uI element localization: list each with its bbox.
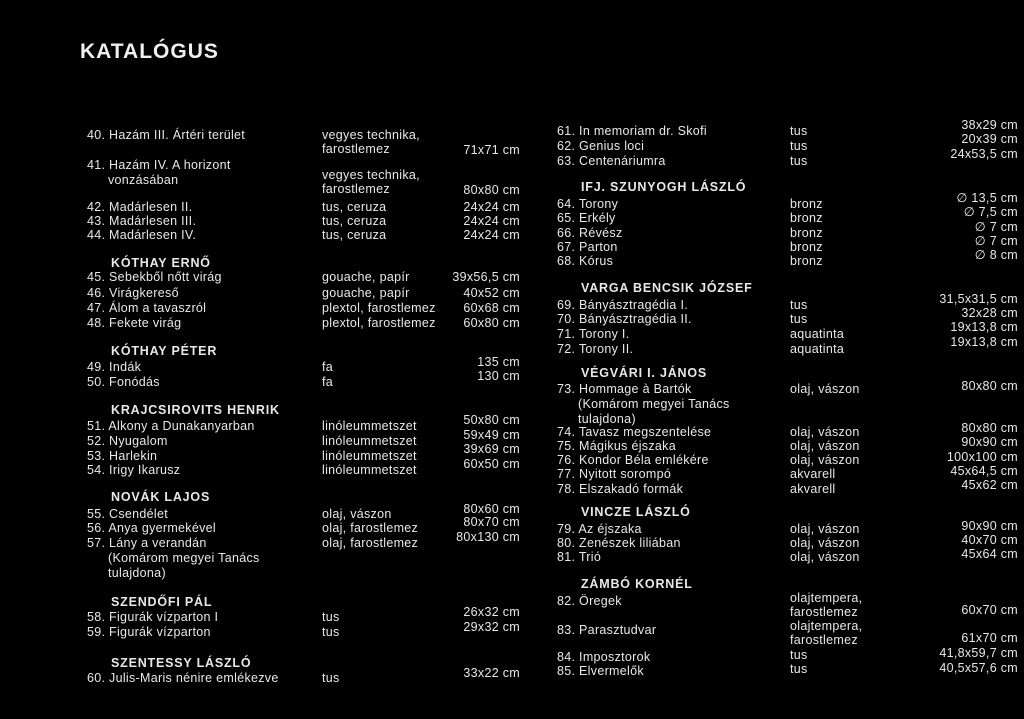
artwork-technique: tus	[322, 671, 340, 685]
artwork-technique: olajtempera,	[790, 619, 863, 633]
artist-name: SZENDŐFI PÁL	[111, 595, 213, 609]
artist-name: VÉGVÁRI I. JÁNOS	[581, 366, 708, 380]
artwork-size: 80x80 cm	[961, 421, 1018, 435]
artwork-title: 54. Irigy Ikarusz	[87, 463, 181, 477]
artwork-size: 80x130 cm	[456, 530, 520, 544]
artwork-size: 41,8x59,7 cm	[939, 646, 1018, 660]
artwork-title: 52. Nyugalom	[87, 434, 168, 448]
artwork-title: 84. Imposztorok	[557, 650, 651, 664]
artwork-title-cont: tulajdona)	[108, 566, 166, 580]
artwork-title: 47. Álom a tavaszról	[87, 301, 207, 315]
artwork-size: 60x50 cm	[463, 457, 520, 471]
artwork-size: 33x22 cm	[463, 666, 520, 680]
artwork-size: 130 cm	[477, 369, 520, 383]
artist-name: ZÁMBÓ KORNÉL	[581, 577, 693, 591]
artwork-technique: vegyes technika,	[322, 128, 420, 142]
artwork-title-cont: (Komárom megyei Tanács	[578, 397, 730, 411]
artwork-technique: plextol, farostlemez	[322, 301, 436, 315]
artwork-technique: linóleummetszet	[322, 463, 417, 477]
artwork-title: 65. Erkély	[557, 211, 616, 225]
artwork-size: 90x90 cm	[961, 435, 1018, 449]
artwork-title: 75. Mágikus éjszaka	[557, 439, 676, 453]
artwork-technique: bronz	[790, 211, 823, 225]
artwork-title: 57. Lány a verandán	[87, 536, 207, 550]
artwork-technique: linóleummetszet	[322, 434, 417, 448]
artwork-size: 71x71 cm	[463, 143, 520, 157]
artwork-technique: linóleummetszet	[322, 419, 417, 433]
artwork-size: 40,5x57,6 cm	[939, 661, 1018, 675]
artwork-title-cont: vonzásában	[108, 173, 179, 187]
artwork-size: 29x32 cm	[463, 620, 520, 634]
artwork-size: 40x52 cm	[463, 286, 520, 300]
artwork-size: 45x62 cm	[961, 478, 1018, 492]
artwork-technique: tus	[790, 298, 808, 312]
artwork-title: 69. Bányásztragédia I.	[557, 298, 688, 312]
artwork-technique: tus	[790, 139, 808, 153]
artwork-title: 72. Torony II.	[557, 342, 634, 356]
artwork-technique: gouache, papír	[322, 286, 410, 300]
artwork-size: 80x80 cm	[463, 183, 520, 197]
artwork-technique: vegyes technika,	[322, 168, 420, 182]
artwork-size: 60x80 cm	[463, 316, 520, 330]
artwork-title-cont: tulajdona)	[578, 412, 636, 426]
artwork-technique: farostlemez	[790, 633, 858, 647]
artwork-size: 24x24 cm	[463, 200, 520, 214]
page-title: KATALÓGUS	[80, 40, 219, 63]
artwork-title: 63. Centenáriumra	[557, 154, 666, 168]
artwork-size: ∅ 7 cm	[974, 220, 1018, 234]
artwork-technique: plextol, farostlemez	[322, 316, 436, 330]
artwork-size: ∅ 7,5 cm	[963, 205, 1018, 219]
artwork-size: 24x24 cm	[463, 228, 520, 242]
artist-name: NOVÁK LAJOS	[111, 490, 211, 504]
artwork-title: 67. Parton	[557, 240, 618, 254]
artwork-technique: bronz	[790, 240, 823, 254]
artwork-size: 100x100 cm	[946, 450, 1018, 464]
artwork-technique: olaj, vászon	[790, 382, 860, 396]
artwork-title: 80. Zenészek liliában	[557, 536, 681, 550]
artwork-technique: tus	[790, 124, 808, 138]
artwork-size: 40x70 cm	[961, 533, 1018, 547]
artwork-title: 50. Fonódás	[87, 375, 160, 389]
artwork-size: 90x90 cm	[961, 519, 1018, 533]
artwork-technique: akvarell	[790, 467, 836, 481]
artwork-title: 53. Harlekin	[87, 449, 158, 463]
artwork-size: 59x49 cm	[463, 428, 520, 442]
artwork-title: 62. Genius loci	[557, 139, 645, 153]
artist-name: IFJ. SZUNYOGH LÁSZLÓ	[581, 180, 747, 194]
artwork-size: 45x64,5 cm	[950, 464, 1018, 478]
artwork-title: 49. Indák	[87, 360, 142, 374]
artwork-size: 80x60 cm	[463, 502, 520, 516]
artwork-title: 46. Virágkereső	[87, 286, 179, 300]
artwork-technique: olaj, vászon	[790, 439, 860, 453]
artwork-title: 43. Madárlesen III.	[87, 214, 197, 228]
artwork-technique: olaj, vászon	[790, 536, 860, 550]
artwork-technique: olaj, vászon	[790, 550, 860, 564]
artist-name: KRAJCSIROVITS HENRIK	[111, 403, 280, 417]
artwork-technique: tus	[790, 648, 808, 662]
artwork-title: 58. Figurák vízparton I	[87, 610, 219, 624]
artwork-technique: olaj, vászon	[790, 522, 860, 536]
artist-name: VINCZE LÁSZLÓ	[581, 505, 691, 519]
artwork-size: 20x39 cm	[961, 132, 1018, 146]
artwork-size: 61x70 cm	[961, 631, 1018, 645]
artwork-title: 56. Anya gyermekével	[87, 521, 216, 535]
artwork-technique: aquatinta	[790, 342, 845, 356]
artwork-technique: akvarell	[790, 482, 836, 496]
artwork-technique: fa	[322, 375, 334, 389]
artwork-technique: olaj, farostlemez	[322, 536, 419, 550]
artwork-size: 80x80 cm	[961, 379, 1018, 393]
artwork-size: 50x80 cm	[463, 413, 520, 427]
artwork-title: 60. Julis-Maris nénire emlékezve	[87, 671, 279, 685]
artwork-size: 60x68 cm	[463, 301, 520, 315]
artist-name: KÓTHAY ERNŐ	[111, 256, 211, 270]
artwork-technique: tus	[322, 625, 340, 639]
artwork-title: 42. Madárlesen II.	[87, 200, 193, 214]
artwork-title: 85. Elvermelők	[557, 664, 644, 678]
artist-name: VARGA BENCSIK JÓZSEF	[581, 281, 753, 295]
artwork-title: 76. Kondor Béla emlékére	[557, 453, 709, 467]
artwork-title: 70. Bányásztragédia II.	[557, 312, 692, 326]
artwork-title: 79. Az éjszaka	[557, 522, 642, 536]
artwork-size: 39x56,5 cm	[452, 270, 520, 284]
artwork-technique: tus, ceruza	[322, 200, 387, 214]
artwork-title: 51. Alkony a Dunakanyarban	[87, 419, 255, 433]
artwork-technique: aquatinta	[790, 327, 845, 341]
artwork-technique: fa	[322, 360, 334, 374]
artwork-title: 40. Hazám III. Ártéri terület	[87, 128, 246, 142]
artwork-size: ∅ 8 cm	[974, 248, 1018, 262]
artwork-size: 19x13,8 cm	[950, 320, 1018, 334]
artwork-title: 61. In memoriam dr. Skofi	[557, 124, 707, 138]
artwork-title: 83. Parasztudvar	[557, 623, 657, 637]
artwork-technique: gouache, papír	[322, 270, 410, 284]
artwork-size: 80x70 cm	[463, 515, 520, 529]
artist-name: KÓTHAY PÉTER	[111, 344, 218, 358]
artwork-technique: bronz	[790, 254, 823, 268]
artwork-size: 60x70 cm	[961, 603, 1018, 617]
artwork-technique: bronz	[790, 226, 823, 240]
artwork-title: 44. Madárlesen IV.	[87, 228, 197, 242]
artwork-title: 74. Tavasz megszentelése	[557, 425, 712, 439]
artwork-size: 135 cm	[477, 355, 520, 369]
artwork-technique: farostlemez	[790, 605, 858, 619]
artwork-technique: tus	[790, 312, 808, 326]
artwork-size: 31,5x31,5 cm	[939, 292, 1018, 306]
artwork-technique: bronz	[790, 197, 823, 211]
artwork-title: 77. Nyitott sorompó	[557, 467, 672, 481]
artwork-technique: olaj, vászon	[790, 453, 860, 467]
artwork-title: 66. Révész	[557, 226, 623, 240]
artwork-technique: olaj, vászon	[322, 507, 392, 521]
artwork-technique: olaj, farostlemez	[322, 521, 419, 535]
artwork-size: ∅ 13,5 cm	[956, 191, 1018, 205]
artwork-title: 82. Öregek	[557, 594, 622, 608]
artwork-size: 45x64 cm	[961, 547, 1018, 561]
artwork-size: ∅ 7 cm	[974, 234, 1018, 248]
artwork-title: 78. Elszakadó formák	[557, 482, 684, 496]
artwork-technique: tus, ceruza	[322, 228, 387, 242]
artwork-title: 59. Figurák vízparton	[87, 625, 211, 639]
artwork-size: 24x24 cm	[463, 214, 520, 228]
artwork-title: 71. Torony I.	[557, 327, 630, 341]
artwork-title: 48. Fekete virág	[87, 316, 182, 330]
artwork-title-cont: (Komárom megyei Tanács	[108, 551, 260, 565]
artwork-size: 39x69 cm	[463, 442, 520, 456]
artwork-title: 81. Trió	[557, 550, 602, 564]
artwork-size: 24x53,5 cm	[950, 147, 1018, 161]
artwork-size: 38x29 cm	[961, 118, 1018, 132]
artist-name: SZENTESSY LÁSZLÓ	[111, 656, 252, 670]
artwork-technique: olajtempera,	[790, 591, 863, 605]
artwork-title: 64. Torony	[557, 197, 619, 211]
artwork-technique: tus	[790, 662, 808, 676]
artwork-technique: olaj, vászon	[790, 425, 860, 439]
artwork-size: 19x13,8 cm	[950, 335, 1018, 349]
artwork-title: 55. Csendélet	[87, 507, 169, 521]
artwork-technique: tus	[790, 154, 808, 168]
artwork-technique: farostlemez	[322, 182, 390, 196]
artwork-title: 45. Sebekből nőtt virág	[87, 270, 222, 284]
artwork-title: 41. Hazám IV. A horizont	[87, 158, 231, 172]
artwork-size: 26x32 cm	[463, 605, 520, 619]
artwork-technique: tus	[322, 610, 340, 624]
artwork-title: 73. Hommage à Bartók	[557, 382, 692, 396]
artwork-size: 32x28 cm	[961, 306, 1018, 320]
artwork-title: 68. Kórus	[557, 254, 614, 268]
artwork-technique: tus, ceruza	[322, 214, 387, 228]
artwork-technique: linóleummetszet	[322, 449, 417, 463]
artwork-technique: farostlemez	[322, 142, 390, 156]
